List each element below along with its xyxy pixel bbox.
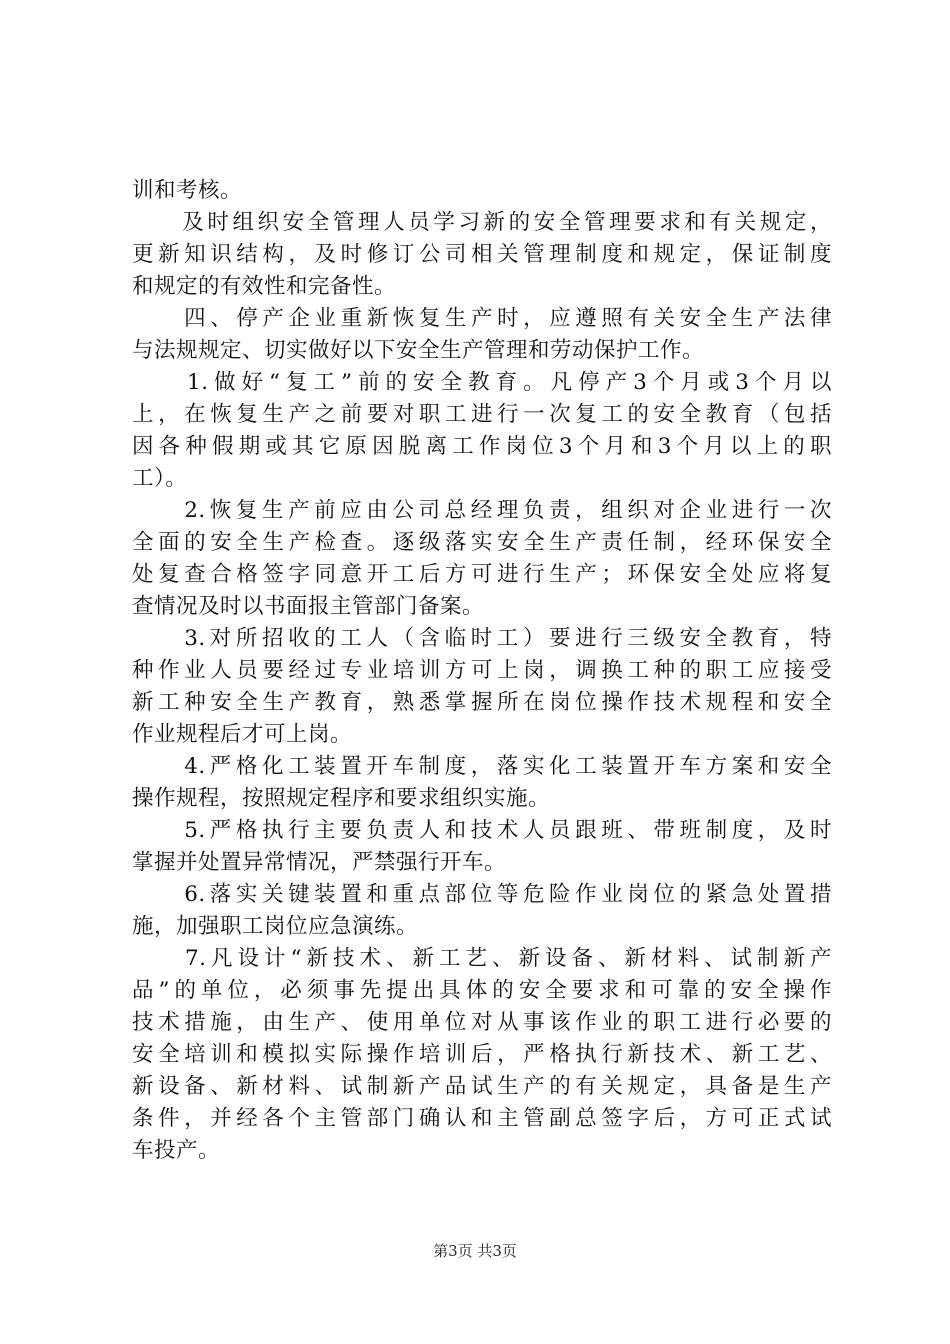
text-line: 及时组织安全管理人员学习新的安全管理要求和有关规定， (132, 210, 832, 235)
text-line: 作业规程后才可上岗。 (132, 722, 353, 747)
text-line: 安全培训和模拟实际操作培训后，严格执行新技术、新工艺、 (132, 1042, 832, 1067)
text-line: 7.凡设计“新技术、新工艺、新设备、新材料、试制新产 (132, 946, 832, 971)
text-line: 施，加强职工岗位应急演练。 (132, 914, 419, 939)
text-line: 处复查合格签字同意开工后方可进行生产；环保安全处应将复 (132, 562, 832, 587)
page-number: 第3页 (433, 1242, 473, 1260)
text-line: 2.恢复生产前应由公司总经理负责，组织对企业进行一次 (132, 498, 832, 523)
text-line: 种作业人员要经过专业培训方可上岗，调换工种的职工应接受 (132, 658, 832, 683)
text-line: 上，在恢复生产之前要对职工进行一次复工的安全教育（包括 (132, 402, 832, 427)
text-line: 工）。 (132, 466, 188, 491)
page-footer (0, 1238, 950, 1264)
text-line: 3.对所招收的工人（含临时工）要进行三级安全教育，特 (132, 626, 832, 651)
text-line: 训和考核。 (132, 178, 243, 203)
text-line: 车投产。 (132, 1138, 221, 1163)
page-total: 共3页 (477, 1242, 517, 1260)
text-line: 操作规程，按照规定程序和要求组织实施。 (132, 786, 551, 811)
text-line: 1.做好“复工”前的安全教育。凡停产3个月或3个月以 (132, 370, 832, 395)
text-line: 5.严格执行主要负责人和技术人员跟班、带班制度，及时 (132, 818, 832, 843)
text-line: 与法规规定、切实做好以下安全生产管理和劳动保护工作。 (132, 338, 705, 363)
text-line: 掌握并处置异常情况，严禁强行开车。 (132, 850, 507, 875)
text-line: 技术措施，由生产、使用单位对从事该作业的职工进行必要的 (132, 1010, 832, 1035)
text-line: 6.落实关键装置和重点部位等危险作业岗位的紧急处置措 (132, 882, 832, 907)
text-line: 因各种假期或其它原因脱离工作岗位3个月和3个月以上的职 (132, 434, 832, 459)
text-line: 查情况及时以书面报主管部门备案。 (132, 594, 485, 619)
text-line: 全面的安全生产检查。逐级落实安全生产责任制，经环保安全 (132, 530, 832, 555)
text-line: 四、停产企业重新恢复生产时，应遵照有关安全生产法律 (132, 306, 832, 331)
text-line: 4.严格化工装置开车制度，落实化工装置开车方案和安全 (132, 754, 832, 779)
text-line: 更新知识结构，及时修订公司相关管理制度和规定，保证制度 (132, 242, 832, 267)
text-line: 条件，并经各个主管部门确认和主管副总签字后，方可正式试 (132, 1106, 832, 1131)
text-line: 品”的单位，必须事先提出具体的安全要求和可靠的安全操作 (132, 978, 832, 1003)
text-line: 新工种安全生产教育，熟悉掌握所在岗位操作技术规程和安全 (132, 690, 832, 715)
text-line: 新设备、新材料、试制新产品试生产的有关规定，具备是生产 (132, 1074, 832, 1099)
text-line: 和规定的有效性和完备性。 (132, 274, 397, 299)
